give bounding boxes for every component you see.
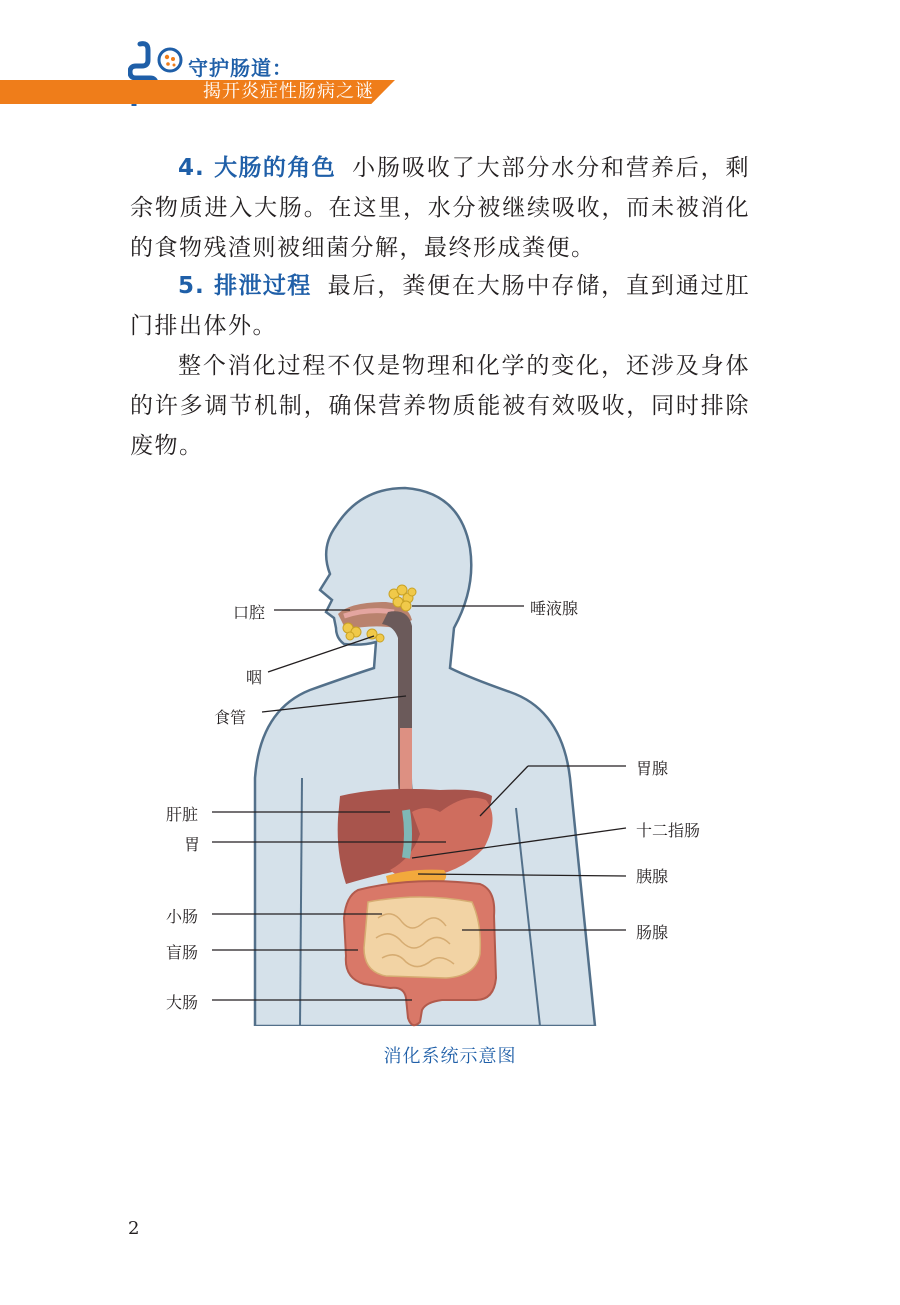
paragraph-excretion <box>130 266 750 346</box>
header-subtitle: 揭开炎症性肠病之谜 <box>203 81 374 102</box>
label-large-intestine: 大肠 <box>166 993 199 1012</box>
paragraph-text: 整个消化过程不仅是物理和化学的变化，还涉及身体的许多调节机制，确保营养物质能被有效吸收，同时排除废物。 <box>130 353 750 459</box>
label-esophagus: 食管 <box>214 708 247 727</box>
label-mouth: 口腔 <box>233 603 266 622</box>
label-pharynx: 咽 <box>246 668 263 687</box>
paragraph-large-intestine <box>130 148 750 268</box>
paragraph-text: 最后，粪便在大肠中存储，直到通过肛门排出体外。 <box>130 273 750 339</box>
label-gastric-gland: 胃腺 <box>636 759 669 778</box>
paragraph-text: 小肠吸收了大部分水分和营养后，剩余物质进入大肠。在这里，水分被继续吸收，而未被消化的食物残渣则被细菌分解，最终形成粪便。 <box>130 155 751 261</box>
label-pancreas: 胰腺 <box>636 867 669 886</box>
label-intestinal-gland: 肠腺 <box>636 923 669 942</box>
label-liver: 肝脏 <box>166 805 199 824</box>
label-salivary-gland: 唾液腺 <box>530 599 579 618</box>
paragraph-lead: 4. 大肠的角色 <box>178 155 337 181</box>
label-stomach: 胃 <box>184 835 201 854</box>
label-cecum: 盲肠 <box>166 943 199 962</box>
paragraph-summary <box>130 346 750 466</box>
figure-caption: 消化系统示意图 <box>383 1046 517 1067</box>
label-duodenum: 十二指肠 <box>636 821 701 840</box>
label-small-intestine: 小肠 <box>166 907 199 926</box>
header-title: 守护肠道： <box>188 56 293 80</box>
paragraph-lead: 5. 排泄过程 <box>178 273 312 299</box>
page-number: 2 <box>128 1218 140 1239</box>
